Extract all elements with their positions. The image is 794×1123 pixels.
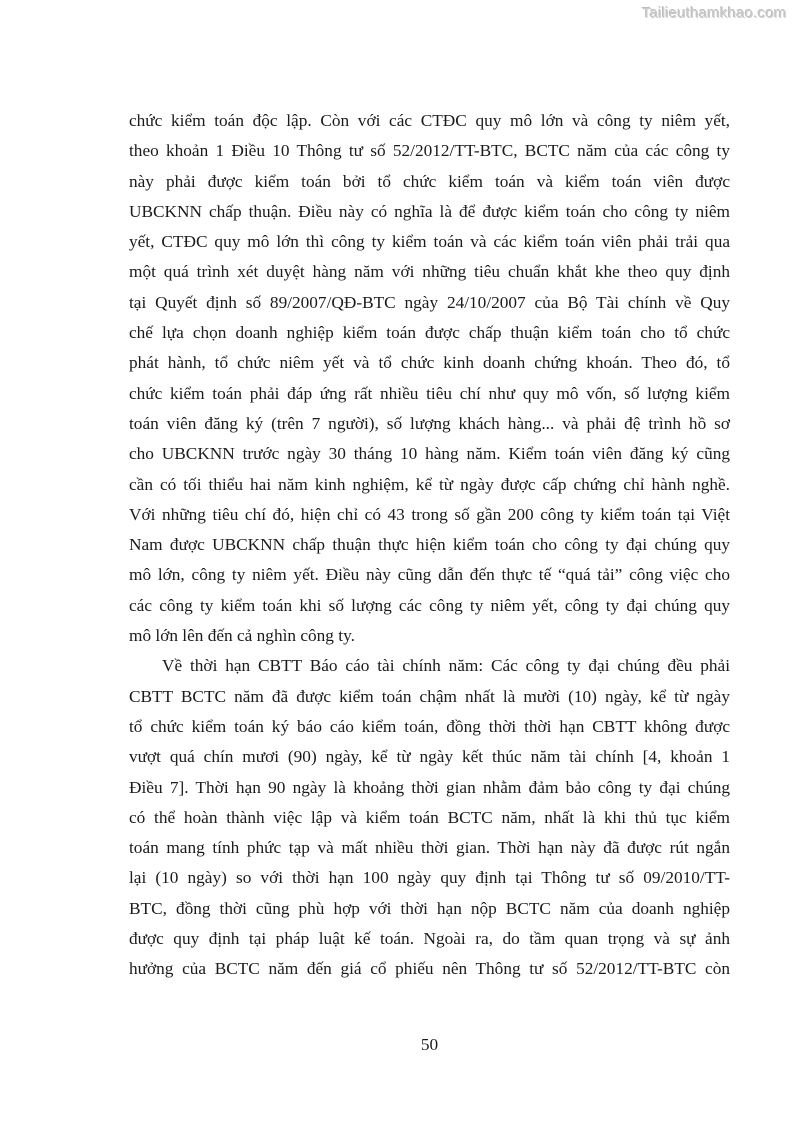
text-line: Điều 7]. Thời hạn 90 ngày là khoảng thời gian nhằm đảm bảo công ty đại chúng (129, 777, 730, 797)
document-body (129, 106, 730, 985)
text-line: chế lựa chọn doanh nghiệp kiểm toán được chấp thuận kiểm toán cho tổ chức (129, 323, 730, 343)
text-line: CBTT BCTC năm đã được kiểm toán chậm nhất là mười (10) ngày, kể từ ngày (129, 686, 730, 706)
text-line: tổ chức kiểm toán ký báo cáo kiểm toán, đồng thời thời hạn CBTT không được (129, 716, 730, 736)
text-line: mô lớn lên đến cả nghìn công ty. (129, 626, 355, 646)
text-line: yết, CTĐC quy mô lớn thì công ty kiểm toán và các kiểm toán viên phải trải qua (129, 232, 730, 252)
text-line: được quy định tại pháp luật kế toán. Ngoài ra, do tầm quan trọng và sự ảnh (129, 929, 730, 949)
text-line: hưởng của BCTC năm đến giá cổ phiếu nên Thông tư số 52/2012/TT-BTC còn (129, 959, 730, 979)
watermark-text: Tailieuthamkhao.com (642, 5, 787, 22)
text-line: có thể hoàn thành việc lập và kiểm toán BCTC năm, nhất là khi thủ tục kiểm (129, 807, 730, 827)
text-line: cho UBCKNN trước ngày 30 tháng 10 hàng năm. Kiểm toán viên đăng ký cũng (129, 444, 730, 464)
text-line: UBCKNN chấp thuận. Điều này có nghĩa là để được kiểm toán cho công ty niêm (129, 201, 730, 221)
paragraph (129, 106, 730, 651)
text-line: cần có tối thiểu hai năm kinh nghiệm, kể từ ngày được cấp chứng chỉ hành nghề. (129, 474, 730, 494)
text-line: Với những tiêu chí đó, hiện chỉ có 43 trong số gần 200 công ty kiểm toán tại Việt (129, 504, 730, 524)
text-line: toán viên đăng ký (trên 7 người), số lượng khách hàng... và phải đệ trình hồ sơ (129, 413, 730, 433)
text-line: này phải được kiểm toán bởi tổ chức kiểm toán và kiểm toán viên được (129, 171, 730, 191)
text-line: toán mang tính phức tạp và mất nhiều thời gian. Thời hạn này đã được rút ngắn (129, 838, 730, 858)
text-line: các công ty kiểm toán khi số lượng các công ty niêm yết, công ty đại chúng quy (129, 595, 730, 615)
text-line: mô lớn, công ty niêm yết. Điều này cũng dẫn đến thực tế “quá tải” công việc cho (129, 565, 730, 585)
text-line: theo khoản 1 Điều 10 Thông tư số 52/2012/TT-BTC, BCTC năm của các công ty (129, 141, 730, 161)
paragraph (129, 651, 730, 984)
text-line: tại Quyết định số 89/2007/QĐ-BTC ngày 24/10/2007 của Bộ Tài chính về Quy (129, 292, 730, 312)
text-line: vượt quá chín mươi (90) ngày, kể từ ngày kết thúc năm tài chính [4, khoản 1 (129, 747, 730, 767)
page-number: 50 (420, 1035, 439, 1054)
text-line: Nam được UBCKNN chấp thuận thực hiện kiểm toán cho công ty đại chúng quy (129, 535, 730, 555)
text-line: chức kiểm toán phải đáp ứng rất nhiều tiêu chí như quy mô vốn, số lượng kiểm (129, 383, 730, 403)
text-line: một quá trình xét duyệt hàng năm với những tiêu chuẩn khắt khe theo quy định (129, 262, 730, 282)
text-line: Về thời hạn CBTT Báo cáo tài chính năm: Các công ty đại chúng đều phải (162, 656, 730, 676)
text-line: lại (10 ngày) so với thời hạn 100 ngày quy định tại Thông tư số 09/2010/TT- (129, 868, 730, 888)
text-line: chức kiểm toán độc lập. Còn với các CTĐC quy mô lớn và công ty niêm yết, (129, 111, 730, 130)
text-line: phát hành, tổ chức niêm yết và tổ chức kinh doanh chứng khoán. Theo đó, tổ (129, 353, 730, 373)
text-line: BTC, đồng thời cũng phù hợp với thời hạn nộp BCTC năm của doanh nghiệp (129, 898, 730, 918)
